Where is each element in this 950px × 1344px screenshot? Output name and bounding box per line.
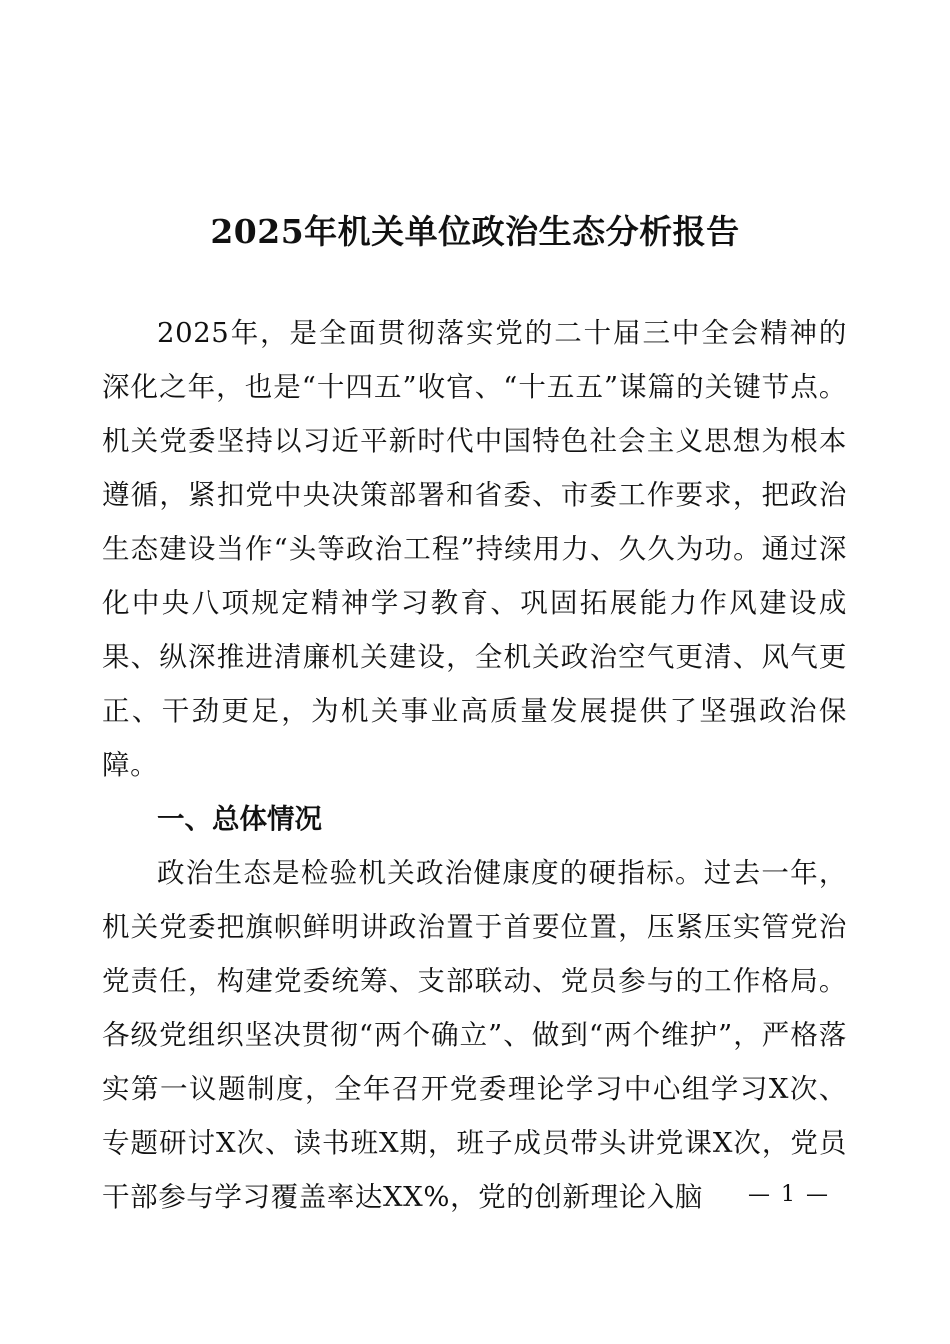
document-title: 2025年机关单位政治生态分析报告	[210, 212, 740, 251]
intro-paragraph: 2025年，是全面贯彻落实党的二十届三中全会精神的深化之年，也是“十四五”收官、“十五五”谋篇的关键节点。机关党委坚持以习近平新时代中国特色社会主义思想为根本遵循，紧扣党中央决策部署和省委、市委工作要求，把政治生态建设当作“头等政治工程”持续用力、久久为功。通过深化中央八项规定精神学习教育、巩固拓展能力作风建设成果、纵深推进清廉机关建设，全机关政治空气更清、风气更正、干劲更足，为机关事业高质量发展提供了坚强政治保障。	[102, 317, 847, 781]
page-number: — 1 —	[748, 1182, 830, 1207]
section-heading-overview: 一、总体情况	[157, 803, 322, 835]
document-body	[102, 306, 847, 1224]
overview-paragraph: 政治生态是检验机关政治健康度的硬指标。过去一年，机关党委把旗帜鲜明讲政治置于首要位置，压紧压实管党治党责任，构建党委统筹、支部联动、党员参与的工作格局。各级党组织坚决贯彻“两个确立”、做到“两个维护”，严格落实第一议题制度，全年召开党委理论学习中心组学习X次、专题研讨X次、读书班X期，班子成员带头讲党课X次，党员干部参与学习覆盖率达XX%，党的创新理论入脑	[102, 857, 847, 1213]
